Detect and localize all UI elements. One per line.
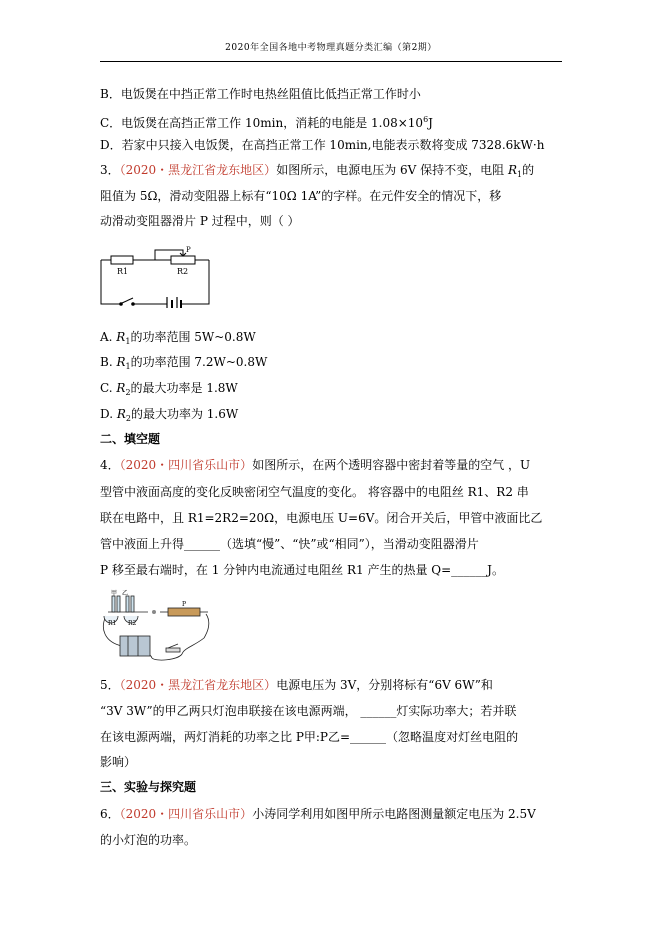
q3-option-a (100, 329, 256, 350)
q4-line-3: 联在电路中，且 R1=2R2=20Ω，电源电压 U=6V。闭合开关后，甲管中液面比乙 (100, 511, 543, 525)
q4-fig-r1-label: R1 (108, 620, 117, 627)
q3-option-b-text: 的功率范围 7.2W~0.8W (130, 355, 268, 369)
q3-fig-p-label: P (186, 246, 191, 254)
q5-number: 5． (100, 678, 120, 692)
q2-option-c (100, 112, 433, 131)
q3-option-b-prefix: B. (100, 355, 117, 369)
q4-line-2: 型管中液面高度的变化反映密闭空气温度的变化。 将容器中的电阻丝 R1、R2 串 (100, 485, 529, 499)
q2-option-d: D．若家中只接入电饭煲，在高挡正常工作 10min,电能表示数将变成 7328.6kW·h (100, 138, 545, 152)
q3-option-b-sub: 1 (125, 362, 131, 371)
q4-apparatus-figure (98, 588, 216, 664)
q6-source: （2020・四川省乐山市） (119, 807, 253, 821)
header-rule (100, 61, 562, 62)
q5-text-1: 电源电压为 3V，分别将标有“6V 6W”和 (276, 678, 493, 692)
q3-option-d (100, 406, 238, 427)
q3-circuit-diagram (97, 246, 215, 308)
q5-line-1 (100, 677, 493, 693)
q3-text-1b: 的 (522, 163, 535, 177)
q6-number: 6． (100, 807, 120, 821)
q3-number: 3． (100, 163, 120, 177)
q4-number: 4． (100, 458, 120, 472)
page-header: 2020年全国各地中考物理真题分类汇编（第2期） (225, 43, 437, 53)
q3-option-c-text: 的最大功率是 1.8W (130, 381, 238, 395)
q4-line-4: 管中液面上升得______（选填“慢”、“快”或“相同”），当滑动变阻器滑片 (100, 537, 479, 551)
q3-fig-r2-label: R2 (177, 267, 189, 276)
q5-line-2: “3V 3W”的甲乙两只灯泡串联接在该电源两端， ______灯实际功率大；若并联 (100, 704, 517, 718)
q3-option-c-prefix: C. (100, 381, 117, 395)
q5-line-3: 在该电源两端，两灯消耗的功率之比 P甲:P乙=______（忽略温度对灯丝电阻的 (100, 730, 519, 744)
section-title-fill-blank: 二、填空题 (100, 432, 161, 446)
q3-option-b-r: R (116, 355, 126, 369)
q3-option-a-prefix: A. (100, 330, 117, 344)
q4-fig-r2-label: R2 (128, 620, 137, 627)
q3-option-a-r: R (116, 330, 126, 344)
q3-option-c-r: R (116, 381, 126, 395)
q2-option-c-text: C．电饭煲在高挡正常工作 10min，消耗的电能是 1.08×10 (100, 116, 424, 130)
q3-option-a-sub: 1 (125, 337, 131, 346)
q4-line-5: P 移至最右端时，在 1 分钟内电流通过电阻丝 R1 产生的热量 Q=______J。 (100, 563, 504, 577)
q6-line-1 (100, 806, 536, 822)
q5-line-4: 影响） (100, 755, 137, 769)
q3-line-2: 阻值为 5Ω，滑动变阻器上标有“10Ω 1A”的字样。在元件安全的情况下，移 (100, 189, 502, 203)
section-title-experiment: 三、实验与探究题 (100, 780, 197, 794)
q3-line-1 (100, 162, 534, 183)
q3-option-d-text: 的最大功率为 1.6W (130, 407, 239, 421)
q5-source: （2020・黑龙江省龙东地区） (119, 678, 277, 692)
q3-fig-r1-label: R1 (117, 267, 129, 276)
q6-text-1: 小涛同学利用如图甲所示电路图测量额定电压为 2.5V (252, 807, 536, 821)
q4-source: （2020・四川省乐山市） (119, 458, 253, 472)
q3-r1-symbol: R (507, 163, 517, 177)
q4-fig-p-label: P (182, 601, 187, 608)
q3-r1-subscript: 1 (516, 170, 523, 179)
q3-option-c-sub: 2 (125, 388, 131, 397)
q2-option-c-exponent: 6 (423, 115, 429, 124)
q4-text-1: 如图所示，在两个透明容器中密封着等量的空气 ，U (252, 458, 531, 472)
q3-option-b (100, 354, 267, 375)
q3-option-c (100, 380, 238, 401)
q4-fig-yi-label: 乙 (122, 590, 129, 597)
q6-line-2: 的小灯泡的功率。 (100, 833, 197, 847)
q3-option-d-sub: 2 (125, 414, 131, 423)
q3-option-a-text: 的功率范围 5W~0.8W (130, 330, 256, 344)
q2-option-c-unit: J (428, 116, 433, 130)
q2-option-b: B．电饭煲在中挡正常工作时电热丝阻值比低挡正常工作时小 (100, 87, 421, 101)
q3-option-d-prefix: D. (100, 407, 117, 421)
q3-r2-rheostat (171, 256, 195, 264)
q3-text-1: 如图所示，电源电压为 6V 保持不变，电阻 (276, 163, 508, 177)
q4-line-1 (100, 457, 530, 473)
q4-fig-jia-label: 甲 (111, 590, 118, 597)
q3-line-3: 动滑动变阻器滑片 P 过程中，则（ ） (100, 214, 300, 228)
q3-option-d-r: R (116, 407, 126, 421)
q3-source: （2020・黑龙江省龙东地区） (119, 163, 277, 177)
q3-r1-resistor (111, 256, 133, 264)
